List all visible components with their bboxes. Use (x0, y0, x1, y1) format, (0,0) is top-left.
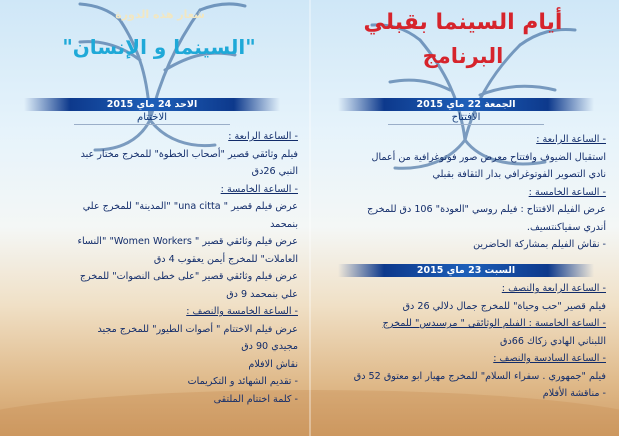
time-slot-heading: - الساعة الخامسة : (367, 184, 606, 202)
time-slot-heading: - الساعة الرابعة : (367, 131, 606, 149)
schedule-line: بنمحمد (270, 218, 298, 230)
day3-schedule (78, 128, 299, 408)
schedule-line: فيلم وثائقي قصير "أصحاب الخطوة" للمخرج مختار عبد (80, 148, 298, 160)
time-slot-heading: - الساعة الخامسة والنصف : (78, 303, 299, 321)
time-slot-heading: - الساعة الرابعة والنصف : (354, 280, 606, 298)
day1-date-band: الجمعة 22 ماي 2015 (338, 98, 594, 111)
schedule-line: عرض فيلم وثائقي قصير "على خطى النصوات" للمخرج (79, 271, 298, 282)
day3-date-band: الاحد 24 ماي 2015 (24, 98, 280, 111)
day2-schedule (354, 280, 606, 403)
schedule-line: استقبال الضيوف وافتتاح معرض صور فوتوغرافية من أعمال (371, 151, 606, 163)
schedule-line: اللبناني الهادي زكاك 66دق (500, 335, 606, 347)
schedule-line: - كلمة اختتام الملتقى (213, 393, 298, 405)
slogan-label: شعار هذه الدورة (115, 8, 205, 21)
schedule-line: عرض الفيلم الافتتاح : فيلم روسي "العودة" 106 دق للمخرج (367, 204, 606, 215)
schedule-line: أندري سفياكنتسيف. (526, 221, 606, 233)
time-slot-heading: - الساعة الرابعة : (78, 128, 299, 146)
program-panel-left (8, 0, 304, 436)
day1-heading: الافتتاح (388, 112, 544, 125)
festival-slogan: "السينما و الإنسان" (62, 35, 256, 59)
schedule-line: علي بنمحمد 9 دق (226, 288, 298, 300)
schedule-line: عرض فيلم قصير " una citta" "المدينة" للمخرج علي (82, 201, 298, 212)
fold-line (309, 0, 311, 436)
program-title: البرنامج (422, 44, 504, 68)
day1-schedule (367, 131, 606, 254)
schedule-line: مجيدي 90 دق (241, 341, 298, 352)
schedule-line: نادي التصوير الفوتوغرافي بدار الثقافة بقبلي (432, 169, 606, 180)
day3-heading: الاختتام (74, 112, 230, 125)
schedule-line: - تقديم الشهائد و التكريمات (187, 376, 298, 387)
time-slot-heading: - الساعة الخامسة : الفيلم الوثائقي " مرسيدس" للمخرج (354, 315, 606, 333)
schedule-line: النبي 26دق (251, 166, 298, 177)
schedule-line: العاملات" للمخرج أيمن يعقوب 4 دق (153, 253, 298, 265)
schedule-line: - مناقشة الأفلام (542, 388, 606, 399)
day2-date-band: السبت 23 ماي 2015 (338, 264, 594, 277)
schedule-line: نقاش الافلام (248, 358, 298, 370)
time-slot-heading: - الساعة الخامسة : (78, 181, 299, 199)
schedule-line: عرض فيلم الاختتام " أصوات الطيور" للمخرج مجيد (97, 323, 298, 335)
festival-title: أيام السينما بقبلي (363, 10, 563, 35)
time-slot-heading: - الساعة السادسة والنصف : (354, 350, 606, 368)
program-panel-right (318, 0, 614, 436)
schedule-line: - نقاش الفيلم بمشاركة الحاضرين (473, 239, 606, 250)
schedule-line: عرض فيلم وثائقي قصير " Women Workers" "النساء (77, 236, 298, 247)
schedule-line: فيلم قصير "حب وحياة" للمخرج جمال دلالي 26 دق (402, 300, 606, 312)
schedule-line: فيلم "جمهوري . سفراء السلام" للمخرج مهيار ابو معتوق 52 دق (353, 370, 606, 382)
